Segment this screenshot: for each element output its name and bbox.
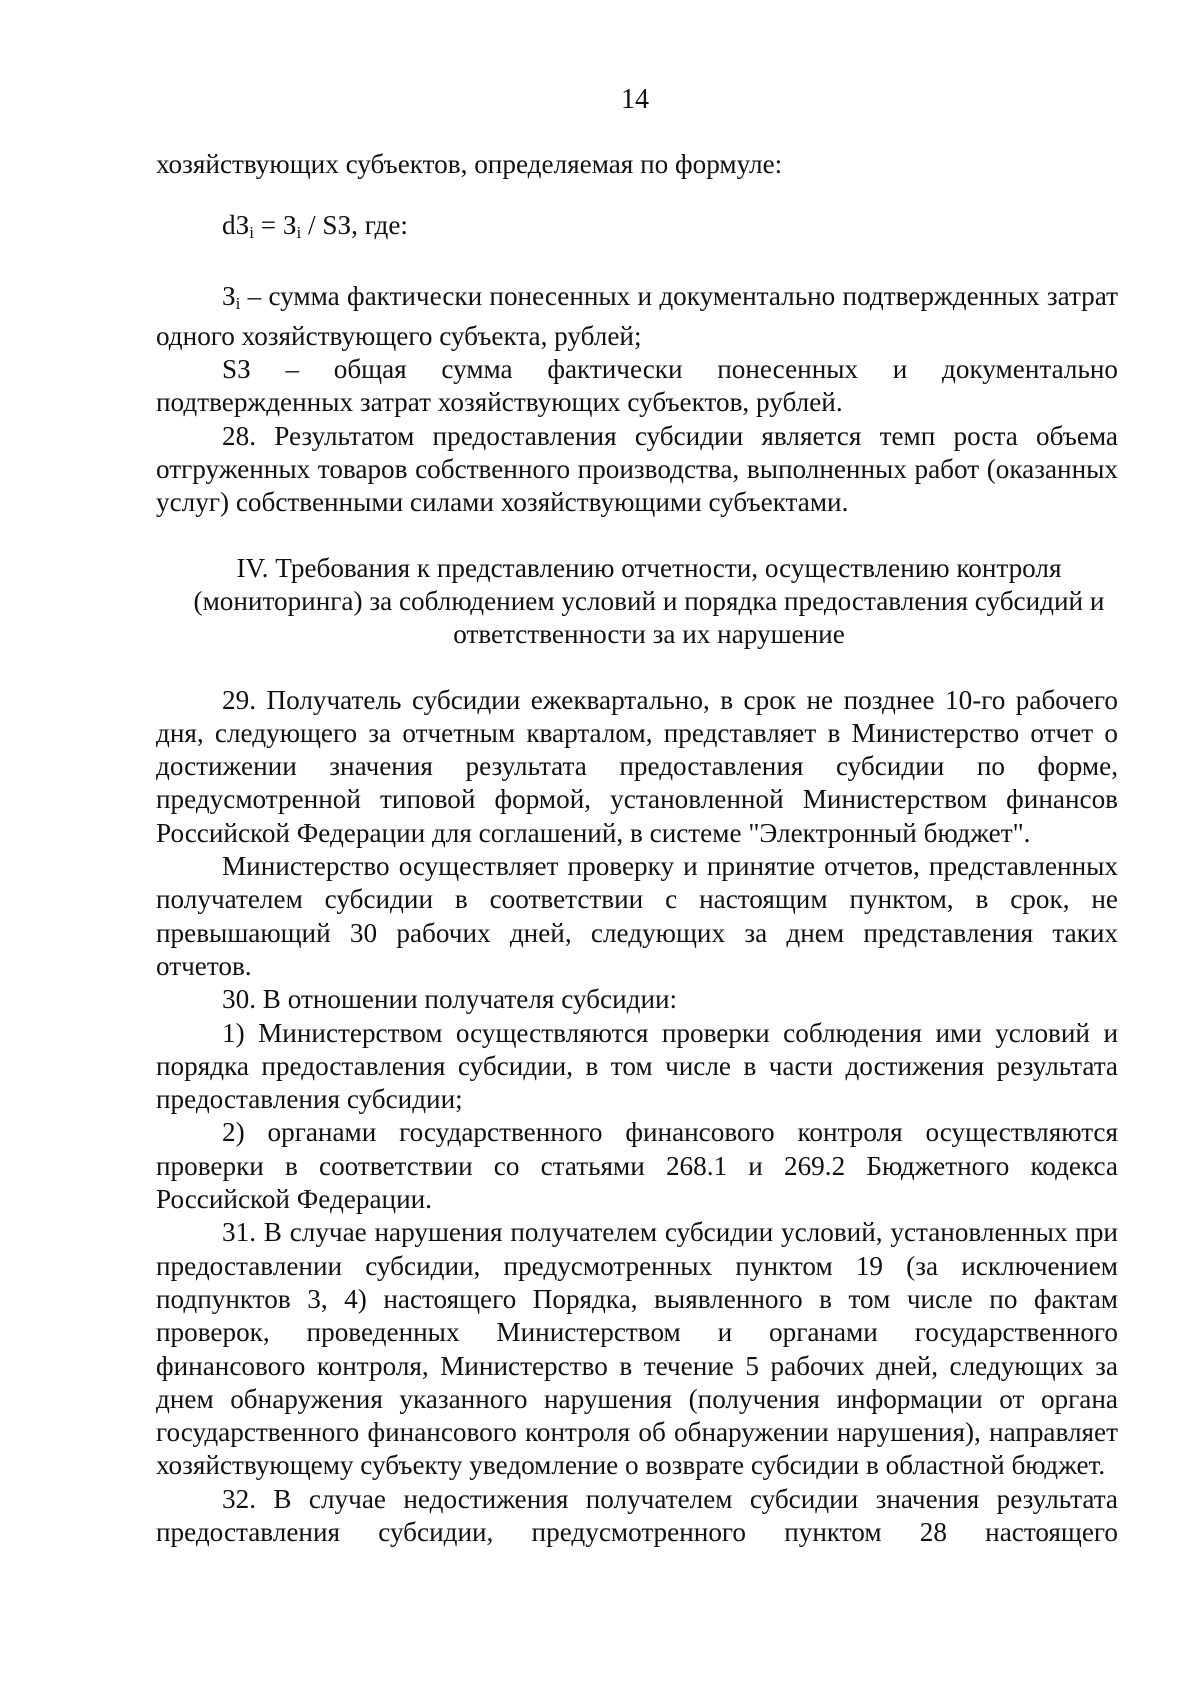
section-heading: IV. Требования к представлению отчетности, осуществлению контроля (мониторинга) за соблюдением условий и порядка предоставления субсидий и ответственности за их нарушение [193,552,1105,650]
paragraph-30-item-2: 2) органами государственного финансового контроля осуществляются проверки в соответствии со статьями 268.1 и 269.2 Бюджетного кодекса Российской Федерации. [156,1117,1118,1215]
paragraph-29: 29. Получатель субсидии ежеквартально, в срок не позднее 10-го рабочего дня, следующего за отчетным кварталом, представляет в Министерство отчет о достижении значения результата предоставления субсидии по форме, предусмотренной типовой формой, установленной Министерством финансов Российской Федерации для соглашений, в системе "Электронный бюджет". [156,684,1118,848]
paragraph-28: 28. Результатом предоставления субсидии является темп роста объема отгруженных товаров собственного производства, выполненных работ (оказанных услуг) собственными силами хозяйствующими субъектами. [156,420,1118,518]
paragraph-31: 31. В случае нарушения получателем субсидии условий, установленных при предоставлении субсидии, предусмотренных пунктом 19 (за исключением подпунктов 3, 4) настоящего Порядка, выявленного в том числе по фактам проверок, проведенных Министерством и органами государственного финансового контроля, Министерство в течение 5 рабочих дней, следующих за днем обнаружения указанного нарушения (получения информации от органа государственного финансового контроля об обнаружении нарушения), направляет хозяйствующему субъекту уведомление о возврате субсидии в областной бюджет. [156,1217,1118,1481]
paragraph-32: 32. В случае недостижения получателем субсидии значения результата предоставления субсидии, предусмотренного пунктом 28 настоящего [156,1483,1118,1547]
definition-zi: $З_i$ – сумма фактически понесенных и документально подтвержденных затрат одного хозяйствующего субъекта, рублей; [156,280,1118,351]
document-body [156,148,1118,1549]
formula: $dЗ_i = З_i$ / SЗ, где: [222,210,408,243]
definition-sz: SЗ – общая сумма фактически понесенных и документально подтвержденных затрат хозяйствующих субъектов, рублей. [156,354,1118,418]
paragraph-30-item-1: 1) Министерством осуществляются проверки соблюдения ими условий и порядка предоставления субсидии, в том числе в части достижения результата предоставления субсидии; [156,1017,1118,1115]
paragraph-29-continued: Министерство осуществляет проверку и принятие отчетов, представленных получателем субсидии в соответствии с настоящим пунктом, в срок, не превышающий 30 рабочих дней, следующих за днем представления таких отчетов. [156,851,1118,981]
paragraph-intro: хозяйствующих субъектов, определяемая по формуле: [156,149,783,179]
page-number: 14 [621,84,649,115]
paragraph-30: 30. В отношении получателя субсидии: [222,984,678,1015]
